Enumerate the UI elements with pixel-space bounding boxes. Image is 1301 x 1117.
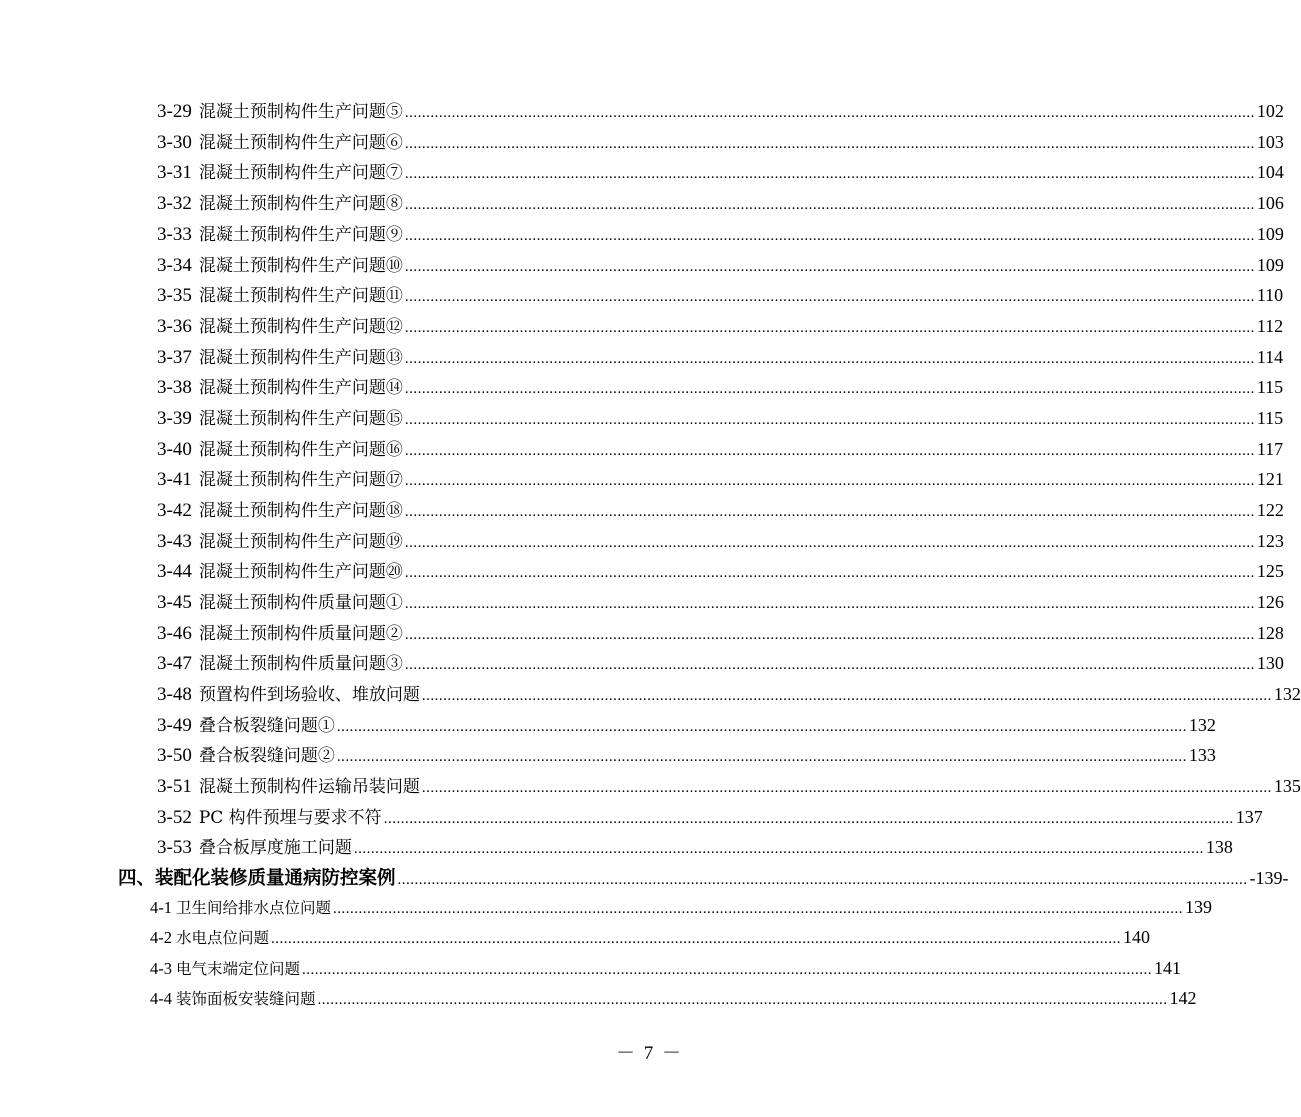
- toc-entry[interactable]: [157, 373, 1284, 399]
- dot-leader: ........................................................................................................................................................................................................: [317, 992, 1168, 1008]
- entry-title: 装饰面板安装缝问题: [176, 990, 316, 1008]
- toc-entry[interactable]: [157, 680, 1301, 706]
- toc-entry[interactable]: [157, 343, 1284, 369]
- toc-sub-entry[interactable]: [150, 987, 1197, 1013]
- entry-title: 混凝土预制构件生产问题⑰: [198, 470, 403, 490]
- dot-leader: ........................................................................................................................................................................................................: [421, 688, 1272, 704]
- entry-page: 132: [1188, 715, 1216, 735]
- entry-number: 4-2: [150, 928, 172, 947]
- entry-number: 3-36: [157, 316, 192, 337]
- dot-leader: ........................................................................................................................................................................................................: [404, 504, 1255, 520]
- entry-title: 混凝土预制构件生产问题⑥: [198, 133, 403, 153]
- entry-page: 110: [1256, 285, 1284, 305]
- dot-leader: ........................................................................................................................................................................................................: [353, 841, 1204, 857]
- entry-title: 水电点位问题: [176, 929, 270, 947]
- entry-number: 3-31: [157, 162, 192, 183]
- entry-number: 3-52: [157, 807, 192, 828]
- entry-page: 103: [1256, 132, 1284, 152]
- entry-page: 126: [1256, 592, 1284, 612]
- toc-entry[interactable]: [157, 619, 1284, 645]
- entry-number: 3-47: [157, 653, 192, 674]
- toc-entry[interactable]: [157, 312, 1284, 338]
- entry-page: 123: [1256, 531, 1284, 551]
- dot-leader: ........................................................................................................................................................................................................: [404, 166, 1255, 182]
- entry-page: 128: [1256, 623, 1284, 643]
- entry-page: 133: [1188, 745, 1216, 765]
- entry-title: 混凝土预制构件生产问题⑤: [198, 102, 403, 122]
- dot-leader: ........................................................................................................................................................................................................: [397, 872, 1248, 888]
- dot-leader: ........................................................................................................................................................................................................: [336, 749, 1187, 765]
- entry-page: 115: [1256, 408, 1284, 428]
- dot-leader: ........................................................................................................................................................................................................: [333, 901, 1184, 917]
- toc-entry[interactable]: [157, 435, 1284, 461]
- entry-number: 3-48: [157, 684, 192, 705]
- entry-number: 4-3: [150, 959, 172, 978]
- dot-leader: ........................................................................................................................................................................................................: [404, 412, 1255, 428]
- entry-title: 混凝土预制构件生产问题⑨: [198, 225, 403, 245]
- toc-entry[interactable]: [157, 527, 1284, 553]
- entry-title: 混凝土预制构件生产问题⑳: [198, 562, 403, 582]
- dot-leader: ........................................................................................................................................................................................................: [404, 197, 1255, 213]
- entry-title: 混凝土预制构件生产问题⑱: [198, 501, 403, 521]
- dot-leader: ........................................................................................................................................................................................................: [404, 627, 1255, 643]
- dot-leader: ........................................................................................................................................................................................................: [404, 105, 1255, 121]
- page-number: － 7 －: [616, 1043, 684, 1064]
- entry-title: 混凝土预制构件运输吊装问题: [198, 777, 420, 797]
- entry-number: 3-34: [157, 255, 192, 276]
- entry-title: 混凝土预制构件生产问题⑲: [198, 532, 403, 552]
- dot-leader: ........................................................................................................................................................................................................: [404, 443, 1255, 459]
- entry-page: 109: [1256, 255, 1284, 275]
- entry-title: 混凝土预制构件质量问题①: [198, 593, 403, 613]
- dot-leader: ........................................................................................................................................................................................................: [404, 136, 1255, 152]
- entry-number: 3-46: [157, 623, 192, 644]
- dot-leader: ........................................................................................................................................................................................................: [383, 811, 1234, 827]
- dot-leader: ........................................................................................................................................................................................................: [404, 657, 1255, 673]
- entry-number: 3-40: [157, 439, 192, 460]
- dot-leader: ........................................................................................................................................................................................................: [404, 565, 1255, 581]
- entry-number: 3-37: [157, 347, 192, 368]
- dot-leader: ........................................................................................................................................................................................................: [404, 289, 1255, 305]
- entry-page: 114: [1256, 347, 1284, 367]
- entry-page: 109: [1256, 224, 1284, 244]
- toc-entry[interactable]: [157, 465, 1284, 491]
- entry-title: 叠合板裂缝问题②: [198, 746, 335, 766]
- entry-page: 112: [1256, 316, 1284, 336]
- entry-title: 电气末端定位问题: [176, 960, 301, 978]
- dot-leader: ........................................................................................................................................................................................................: [404, 473, 1255, 489]
- entry-number: 3-41: [157, 469, 192, 490]
- entry-title: 混凝土预制构件生产问题⑮: [198, 409, 403, 429]
- section-title: 四、装配化装修质量通病防控案例: [118, 868, 396, 889]
- toc-entry[interactable]: [157, 588, 1284, 614]
- dot-leader: ........................................................................................................................................................................................................: [404, 228, 1255, 244]
- dot-leader: ........................................................................................................................................................................................................: [336, 719, 1187, 735]
- entry-title: PC 构件预埋与要求不符: [198, 808, 382, 828]
- entry-number: 3-29: [157, 101, 192, 122]
- entry-page: 135: [1273, 776, 1301, 796]
- entry-number: 3-45: [157, 592, 192, 613]
- dot-leader: ........................................................................................................................................................................................................: [404, 351, 1255, 367]
- toc-sub-entry[interactable]: [150, 926, 1151, 952]
- entry-title: 叠合板裂缝问题①: [198, 716, 335, 736]
- entry-page: 115: [1256, 377, 1284, 397]
- entry-title: 混凝土预制构件生产问题⑦: [198, 163, 403, 183]
- entry-number: 3-42: [157, 500, 192, 521]
- toc-entry[interactable]: [157, 711, 1216, 737]
- entry-page: 122: [1256, 500, 1284, 520]
- toc-entry[interactable]: [157, 803, 1263, 829]
- entry-number: 3-51: [157, 776, 192, 797]
- dot-leader: ........................................................................................................................................................................................................: [404, 381, 1255, 397]
- entry-number: 3-50: [157, 745, 192, 766]
- entry-title: 叠合板厚度施工问题: [198, 838, 352, 858]
- toc-sub-entry[interactable]: [150, 896, 1213, 922]
- entry-page: 140: [1123, 927, 1151, 947]
- entry-number: 3-38: [157, 377, 192, 398]
- entry-title: 混凝土预制构件生产问题⑬: [198, 348, 403, 368]
- entry-title: 卫生间给排水点位问题: [176, 899, 332, 917]
- toc-entry[interactable]: [157, 649, 1284, 675]
- entry-title: 混凝土预制构件质量问题③: [198, 654, 403, 674]
- toc-entry[interactable]: [157, 97, 1284, 123]
- entry-page: 125: [1256, 561, 1284, 581]
- entry-title: 混凝土预制构件生产问题⑩: [198, 256, 403, 276]
- entry-page: 104: [1256, 162, 1284, 182]
- entry-number: 4-4: [150, 989, 172, 1008]
- entry-page: 106: [1256, 193, 1284, 213]
- toc-sub-entry[interactable]: [150, 957, 1182, 983]
- entry-page: 139: [1185, 897, 1213, 917]
- entry-number: 4-1: [150, 898, 172, 917]
- entry-title: 混凝土预制构件生产问题⑫: [198, 317, 403, 337]
- entry-number: 3-53: [157, 837, 192, 858]
- entry-number: 3-44: [157, 561, 192, 582]
- entry-page: 142: [1169, 988, 1197, 1008]
- toc-entry[interactable]: [157, 251, 1284, 277]
- dot-leader: ........................................................................................................................................................................................................: [271, 931, 1122, 947]
- entry-page: 141: [1154, 958, 1182, 978]
- section-page: -139-: [1249, 868, 1289, 888]
- entry-number: 3-30: [157, 132, 192, 153]
- entry-title: 混凝土预制构件生产问题⑯: [198, 440, 403, 460]
- dot-leader: ........................................................................................................................................................................................................: [404, 535, 1255, 551]
- entry-number: 3-49: [157, 715, 192, 736]
- entry-number: 3-35: [157, 285, 192, 306]
- entry-page: 102: [1256, 101, 1284, 121]
- entry-title: 预置构件到场验收、堆放问题: [198, 685, 420, 705]
- dot-leader: ........................................................................................................................................................................................................: [421, 780, 1272, 796]
- entry-number: 3-32: [157, 193, 192, 214]
- entry-page: 130: [1256, 653, 1284, 673]
- entry-number: 3-39: [157, 408, 192, 429]
- toc-entry[interactable]: [157, 557, 1284, 583]
- entry-page: 137: [1235, 807, 1263, 827]
- dot-leader: ........................................................................................................................................................................................................: [404, 259, 1255, 275]
- toc-entry[interactable]: [157, 496, 1284, 522]
- toc-entry[interactable]: [157, 189, 1284, 215]
- toc-section-heading[interactable]: [118, 864, 1289, 890]
- toc-entry[interactable]: [157, 833, 1233, 859]
- toc-entry[interactable]: [157, 158, 1284, 184]
- toc-entry[interactable]: [157, 741, 1216, 767]
- dot-leader: ........................................................................................................................................................................................................: [404, 596, 1255, 612]
- entry-page: 138: [1205, 837, 1233, 857]
- dot-leader: ........................................................................................................................................................................................................: [302, 962, 1153, 978]
- entry-title: 混凝土预制构件生产问题⑭: [198, 378, 403, 398]
- entry-page: 117: [1256, 439, 1284, 459]
- entry-title: 混凝土预制构件质量问题②: [198, 624, 403, 644]
- entry-page: 132: [1273, 684, 1301, 704]
- entry-page: 121: [1256, 469, 1284, 489]
- toc-entry[interactable]: [157, 772, 1301, 798]
- dot-leader: ........................................................................................................................................................................................................: [404, 320, 1255, 336]
- entry-number: 3-33: [157, 224, 192, 245]
- entry-title: 混凝土预制构件生产问题⑧: [198, 194, 403, 214]
- toc-entry[interactable]: [157, 281, 1284, 307]
- entry-title: 混凝土预制构件生产问题⑪: [198, 286, 403, 306]
- toc-entry[interactable]: [157, 220, 1284, 246]
- toc-entry[interactable]: [157, 404, 1284, 430]
- entry-number: 3-43: [157, 531, 192, 552]
- toc-entry[interactable]: [157, 128, 1284, 154]
